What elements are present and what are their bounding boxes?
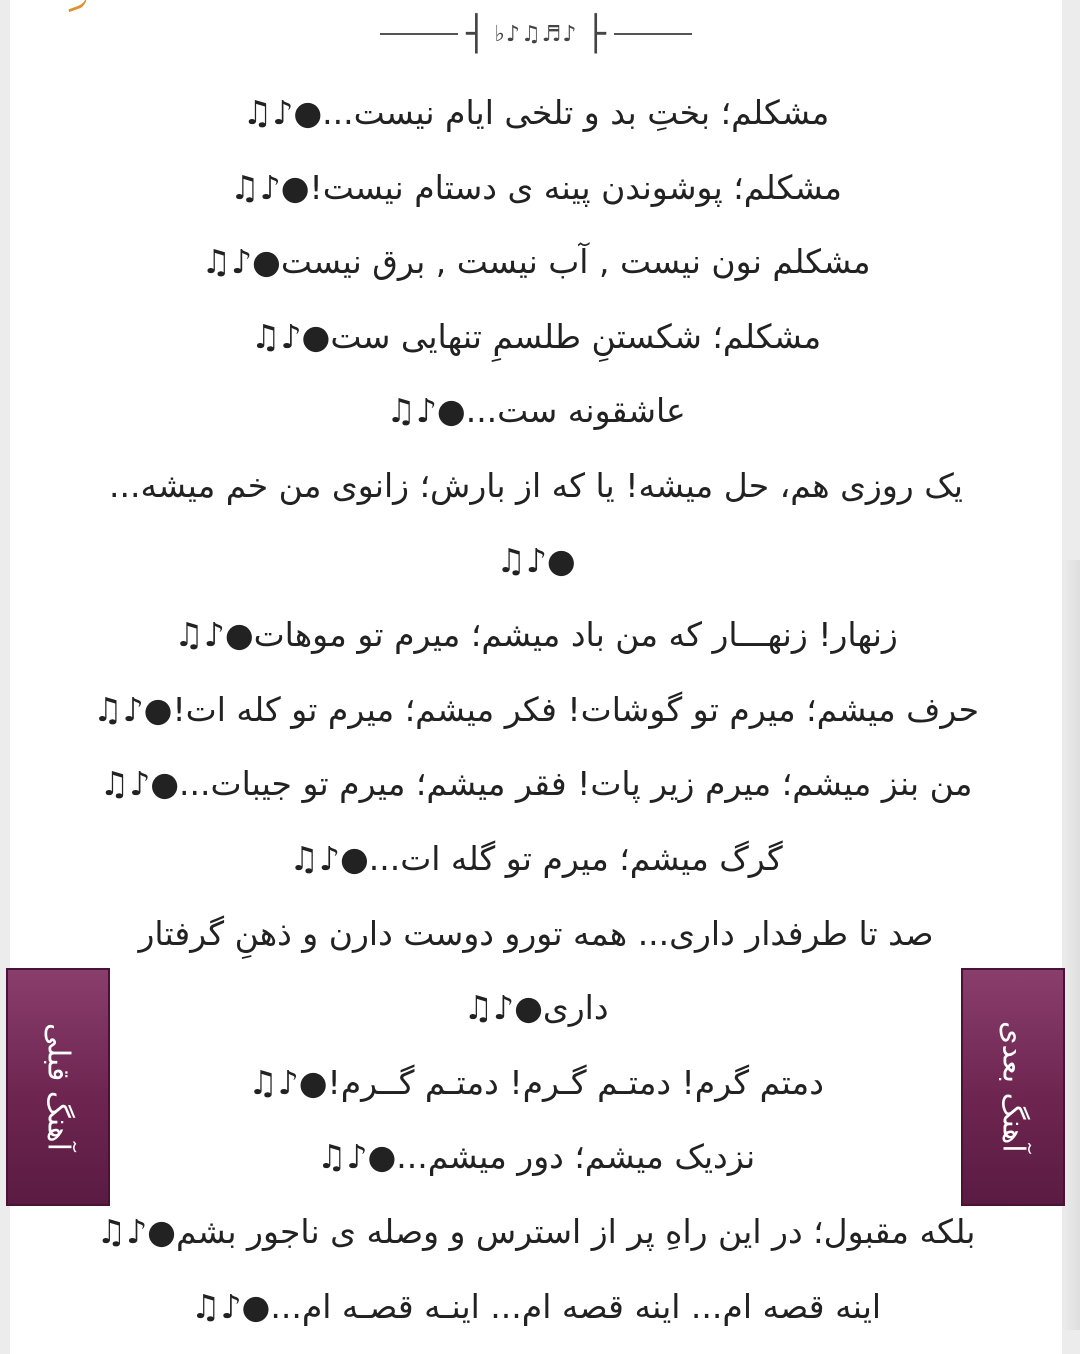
- lyric-line: اینه قصه ام... اینه قصه ام... اینـه قصـه ام...●♪♫: [190, 1286, 882, 1326]
- lyric-line: مشکلم؛ پوشوندن پینه ی دستام نیست!●♪♫: [230, 167, 842, 207]
- lyric-line: مشکلم نون نیست , آب نیست , برق نیست●♪♫: [201, 242, 871, 282]
- lyric-line: داری●♪♫: [463, 988, 609, 1028]
- divider-line-right: [614, 33, 692, 35]
- lyric-line: بلکه مقبول؛ در این راهِ پر از استرس و وصله ی ناجور بشم●♪♫: [96, 1211, 976, 1251]
- divider-bar-left: ┤: [466, 14, 487, 54]
- music-divider: [10, 14, 1062, 54]
- lyrics-page: [10, 0, 1062, 1354]
- corner-accent: [64, 0, 90, 12]
- previous-song-label: آهنگ قبلی: [40, 1023, 76, 1151]
- next-song-label: آهنگ بعدی: [995, 1021, 1031, 1153]
- lyric-line: من بنز میشم؛ میرم زیر پات! فقر میشم؛ میرم تو جیبات...●♪♫: [99, 764, 973, 804]
- divider-line-left: [380, 33, 458, 35]
- lyric-line: صد تا طرفدار داری... همه تورو دوست دارن و ذهنِ گرفتار: [138, 913, 934, 953]
- page-edge-shadow: [1062, 560, 1080, 1330]
- lyric-line: نزدیک میشم؛ دور میشم...●♪♫: [316, 1137, 756, 1177]
- lyric-line: زنهار! زنهـــار که من باد میشم؛ میرم تو موهات●♪♫: [174, 615, 898, 655]
- next-song-button[interactable]: [961, 968, 1065, 1206]
- lyric-line: یک روزی هم، حل میشه! یا که از بارش؛ زانوی من خم میشه...: [109, 465, 963, 505]
- lyric-line: مشکلم؛ شکستنِ طلسمِ تنهایی ست●♪♫: [250, 316, 822, 356]
- lyric-line: مشکلم؛ بختِ بد و تلخی ایام نیست...●♪♫: [242, 93, 830, 132]
- lyric-line: ●♪♫: [496, 540, 576, 580]
- lyric-line: عاشقونه ست...●♪♫: [386, 391, 686, 431]
- previous-song-button[interactable]: [6, 968, 110, 1206]
- lyric-line: حرف میشم؛ میرم تو گوشات! فکر میشم؛ میرم تو کله ات!●♪♫: [93, 689, 979, 729]
- lyric-line: دمتم گرم! دمتـم گـرم! دمتـم گــرم!●♪♫: [248, 1062, 824, 1102]
- divider-bar-right: ├: [585, 14, 606, 54]
- lyrics-body: [10, 76, 1062, 1344]
- lyric-line: گرگ میشم؛ میرم تو گله ات...●♪♫: [289, 838, 783, 878]
- music-notes-icon: ♭♪♫♬♪: [494, 21, 578, 47]
